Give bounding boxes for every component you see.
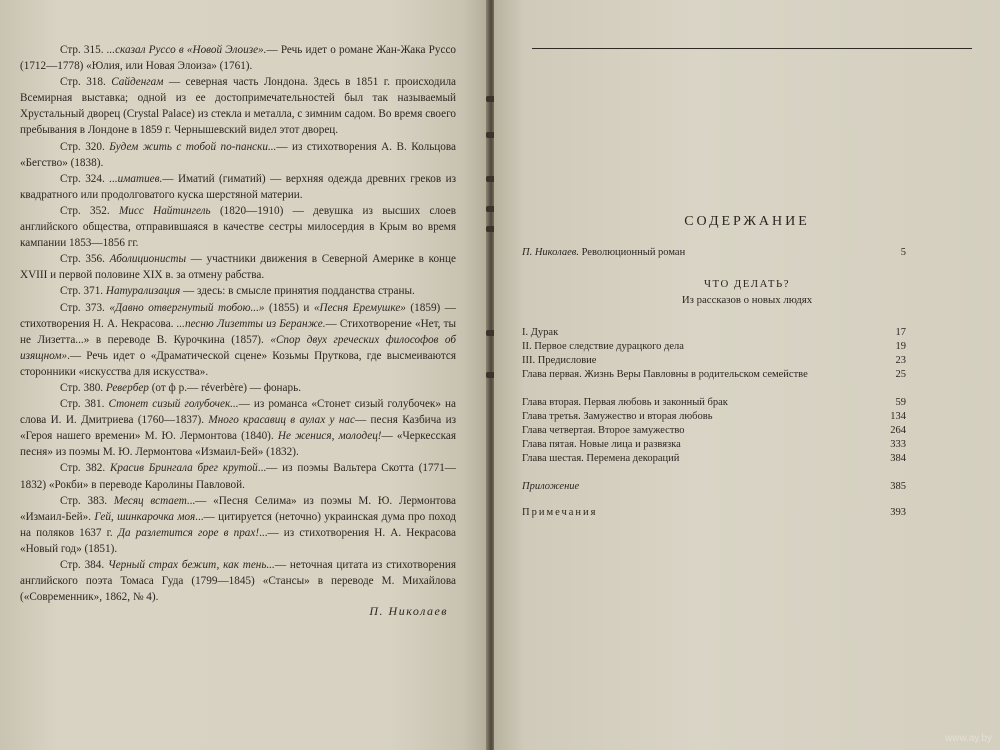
toc-appendix-page: 385 (890, 481, 906, 492)
note-text: ...— из стихотворения Н. А. Некрасова «Новый год» (1851). (20, 526, 456, 555)
toc-intro-row (522, 246, 906, 260)
note-quote: Мисс Найтингель (118, 204, 211, 217)
toc-chapter-page: 59 (895, 397, 906, 408)
note-paragraph (20, 203, 456, 251)
note-text: (1859) — стихотворения Н. А. Некрасова. (20, 301, 456, 330)
toc-intro-author: П. Николаев. (522, 247, 579, 258)
note-text: ...— цитируется (неточно) украинская дума про поход на поляков 1637 г. (20, 510, 456, 539)
note-paragraph (20, 283, 456, 299)
note-paragraph (20, 171, 456, 203)
note-paragraph (20, 396, 456, 460)
toc-chapter-row (522, 410, 906, 424)
note-text: — северная часть Лондона. Здесь в 1851 г. происходила Всемирная выставка; одной из ее достопримечательностей был так называемый Хрустальный дворец (Crystal Palace) из стекла и металла, с зимним садом. Во время своего пребывания в Лондоне в 1859 г. Чернышевский видел этот дворец. (20, 76, 457, 137)
note-paragraph (20, 139, 456, 171)
toc-chapter-row (522, 340, 906, 354)
toc-chapter-label: III. Предисловие (522, 355, 597, 366)
note-quote: Натурализация (105, 285, 181, 298)
note-quote: Будем жить с тобой по-пански... (109, 140, 277, 153)
toc-chapter-page: 23 (895, 355, 906, 366)
note-paragraph (20, 251, 456, 283)
toc-chapter-label: Глава третья. Замужество и вторая любовь (522, 411, 713, 422)
note-text: Стр. 380. (60, 381, 106, 394)
note-text: Стр. 382. (60, 462, 110, 475)
toc-chapter-label: II. Первое следствие дурацкого дела (522, 341, 684, 352)
note-quote: Месяц встает (113, 494, 187, 507)
notes-section (20, 42, 456, 605)
toc-chapter-page: 19 (895, 341, 906, 352)
note-text: .— Речь идет о «Драматической сцене» Козьмы Пруткова, где высмеиваются сторонники «искусства для искусства». (20, 349, 456, 378)
note-paragraph (20, 300, 456, 380)
note-quote: Ревербер (105, 381, 149, 394)
note-quote: ...иматиев. (109, 172, 163, 185)
toc-notes-label: Примечания (522, 507, 598, 518)
note-text: Стр. 381. (60, 398, 109, 411)
toc-chapter-row (522, 438, 906, 452)
toc-chapter-page: 17 (895, 327, 906, 338)
toc-appendix-label: Приложение (522, 481, 580, 492)
note-text: Стр. 318. (60, 76, 112, 89)
note-text: ...— «Песня Селима» из поэмы М. Ю. Лермонтова «Измаил-Бей». (20, 494, 456, 523)
note-text: Стр. 324. (60, 172, 110, 185)
toc-chapter-page: 134 (890, 411, 906, 422)
toc-chapter-row (522, 452, 906, 466)
novel-subtitle: Из рассказов о новых людях (681, 294, 813, 306)
note-text: (от ф р.— réverbère) — фонарь. (148, 381, 302, 394)
note-paragraph (20, 380, 456, 396)
note-text: (1855) и (264, 301, 314, 314)
toc-chapter-row (522, 354, 906, 368)
note-quote: Да разлетится горе в прах! (117, 526, 260, 539)
toc-intro-page: 5 (900, 247, 906, 258)
toc-chapter-label: Глава вторая. Первая любовь и законный брак (522, 397, 728, 408)
toc-chapter-label: Глава пятая. Новые лица и развязка (522, 439, 681, 450)
note-paragraph (20, 493, 456, 557)
watermark: www.ay.by (944, 733, 992, 744)
note-quote: «Спор двух греческих философов об изящном» (20, 333, 456, 362)
note-quote: Не женися, молодец! (277, 430, 382, 443)
note-text: — участники движения в Северной Америке в конце XVIII и первой половине XIX в. за отмену рабства. (20, 253, 456, 282)
note-quote: Гей, шинкарочка моя (94, 510, 196, 523)
note-paragraph (20, 42, 456, 74)
note-quote: ...сказал Руссо в «Новой Элоизе». (106, 44, 267, 56)
note-quote: Черный страх бежит, как тень... (107, 559, 275, 571)
note-text: — Иматий (гиматий) — верхняя одежда древних греков из квадратного или продолговатого куска шерстяной материи. (20, 172, 456, 201)
toc-chapter-page: 384 (890, 453, 906, 464)
toc-intro-label (522, 246, 876, 260)
note-text: Стр. 373. (60, 301, 110, 314)
note-text: — «Черкесская песня» из поэмы М. Ю. Лермонтова «Измаил-Бей» (1832). (20, 430, 456, 459)
note-quote: Сайденгам (111, 76, 164, 89)
note-paragraph (20, 557, 456, 605)
note-text: — Речь идет о романе Жан-Жака Руссо (1712—1778) «Юлия, или Новая Элоиза» (1761). (20, 44, 457, 73)
toc-chapter-label: Глава первая. Жизнь Веры Павловны в родительском семействе (522, 369, 808, 380)
toc-chapter-row (522, 424, 906, 438)
note-quote: «Песня Еремушке» (313, 301, 406, 314)
note-quote: Много красавиц в аулах у нас (208, 414, 355, 427)
note-text: Стр. 383. (60, 494, 114, 507)
toc-notes-page: 393 (890, 507, 906, 518)
toc-chapter-row (522, 396, 906, 410)
note-text: Стр. 315. (60, 44, 107, 56)
note-text: — здесь: в смысле принятия подданства страны. (180, 285, 415, 298)
toc-chapter-label: Глава шестая. Перемена декораций (522, 453, 680, 464)
note-text: ...— из поэмы Вальтера Скотта (1771—1832) «Рокби» в переводе Каролины Павловой. (20, 462, 456, 491)
toc-appendix-row (522, 480, 906, 494)
note-text: — из стихотворения А. В. Кольцова «Бегство» (1838). (20, 140, 456, 169)
note-quote: Красив Брингала брег крутой (109, 462, 258, 475)
note-text: Стр. 371. (60, 285, 106, 298)
novel-title: ЧТО ДЕЛАТЬ? (703, 278, 791, 290)
toc-chapter-row (522, 326, 906, 340)
note-text: — Стихотворение «Нет, ты не Лизетта...» в переводе В. Курочкина (1857). (20, 317, 456, 346)
note-quote: Аболиционисты (109, 253, 187, 266)
toc-chapter-row (522, 368, 906, 382)
note-text: Стр. 356. (60, 253, 110, 266)
note-text: — неточная цитата из стихотворения английского поэта Томаса Гуда (1799—1845) «Стансы» в переводе М. Михайлова («Современник», 1862, № 4). (20, 559, 456, 604)
toc-chapter-page: 25 (895, 369, 906, 380)
toc-chapter-page: 333 (890, 439, 906, 450)
toc-notes-row (522, 506, 906, 520)
note-text: Стр. 320. (60, 140, 110, 153)
note-text: Стр. 352. (60, 204, 119, 217)
note-quote: ...песню Лизетты из Беранже. (176, 317, 326, 330)
top-rule (532, 48, 972, 49)
signature: П. Николаев (369, 604, 448, 618)
left-page (0, 0, 488, 750)
note-text: — из романса «Стонет сизый голубочек» на слова И. И. Дмитриева (1760—1837). (20, 398, 456, 427)
toc-chapter-label: I. Дурак (522, 327, 559, 338)
toc-chapter-label: Глава четвертая. Второе замужество (522, 425, 685, 436)
right-page (494, 0, 1000, 750)
toc-intro-title: Революционный роман (578, 247, 686, 258)
note-text: Стр. 384. (60, 559, 108, 571)
note-quote: «Давно отвергнутый тобою...» (109, 301, 265, 314)
note-quote: Стонет сизый голубочек... (108, 398, 239, 411)
note-paragraph (20, 74, 456, 138)
note-text: (1820—1910) — девушка из высших слоев английского общества, отправившаяся в качестве сестры милосердия в Крым во время кампании 1853—1856 гг. (20, 204, 457, 250)
toc-chapter-page: 264 (890, 425, 906, 436)
note-paragraph (20, 460, 456, 492)
toc-heading: СОДЕРЖАНИЕ (684, 214, 810, 229)
note-text: — песня Казбича из «Героя нашего времени» М. Ю. Лермонтова (1840). (20, 414, 456, 443)
